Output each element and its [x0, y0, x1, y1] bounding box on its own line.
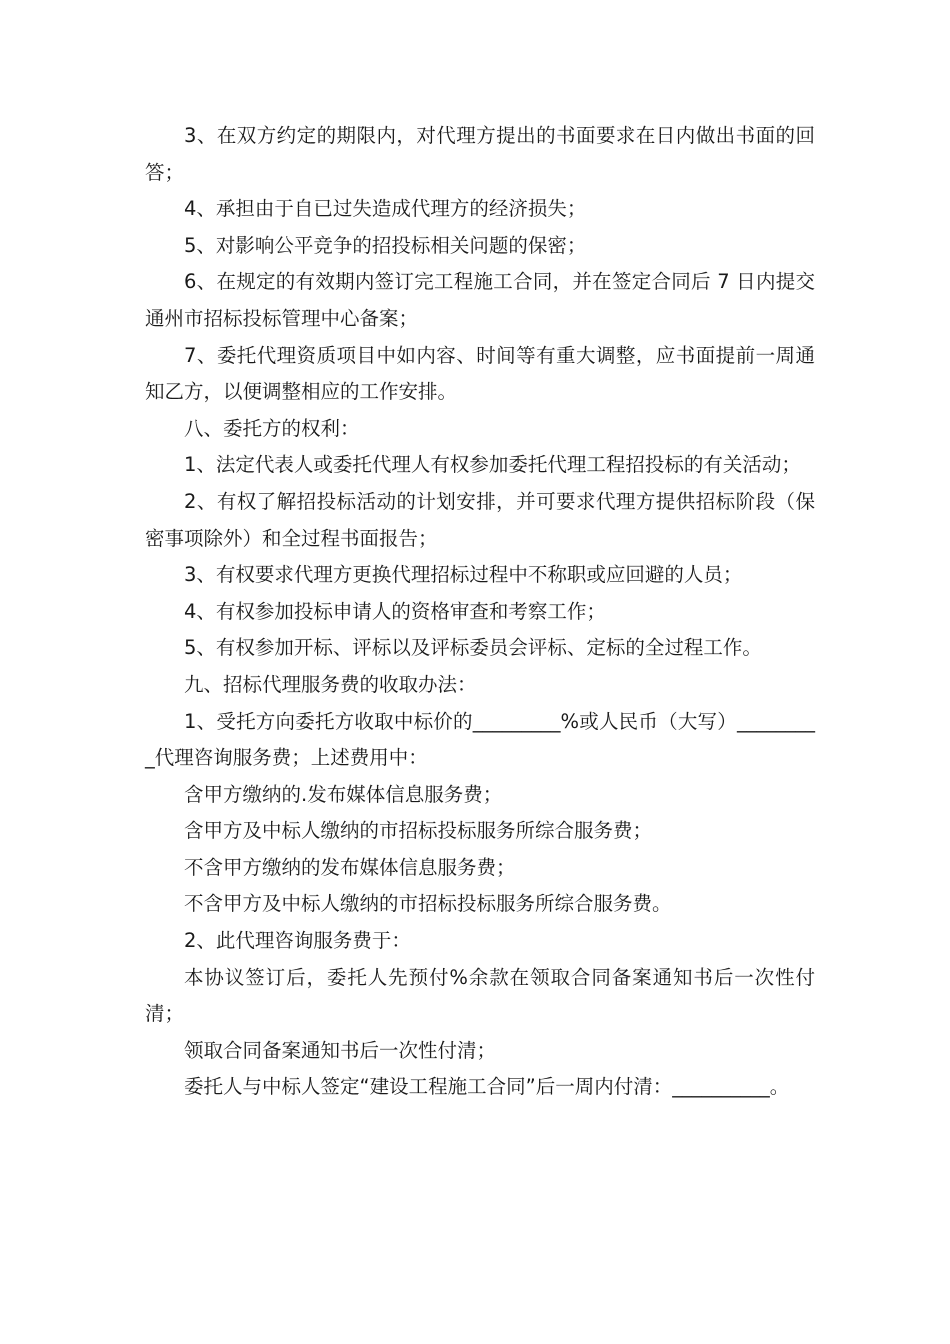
fee-1: 1、受托方向委托方收取中标价的_________%或人民币（大写）_________代理咨询服务费；上述费用中：	[145, 709, 815, 770]
payment-option-3: 委托人与中标人签定“建设工程施工合同”后一周内付清：__________。	[184, 1075, 790, 1099]
clause-5-confidential: 5、对影响公平竞争的招投标相关问题的保密；	[184, 233, 587, 257]
payment-option-1: 本协议签订后，委托人先预付%余款在领取合同备案通知书后一次性付清；	[145, 965, 815, 1026]
clause-3-reply: 3、在双方约定的期限内，对代理方提出的书面要求在日内做出书面的回答；	[145, 124, 815, 184]
clause-4-loss: 4、承担由于自已过失造成代理方的经济损失；	[184, 197, 587, 221]
right-2: 2、有权了解招投标活动的计划安排，并可要求代理方提供招标阶段（保密事项除外）和全过程书面报告；	[145, 489, 815, 550]
clause-7-adjustment: 7、委托代理资质项目中如内容、时间等有重大调整，应书面提前一周通知乙方，以便调整相应的工作安排。	[145, 343, 815, 404]
fee-option-3: 不含甲方缴纳的发布媒体信息服务费；	[184, 855, 516, 879]
clause-6-contract: 6、在规定的有效期内签订完工程施工合同，并在签定合同后 7 日内提交通州市招标投标管理中心备案；	[145, 270, 815, 330]
fee-option-1: 含甲方缴纳的.发布媒体信息服务费；	[184, 782, 503, 806]
section-9-heading: 九、招标代理服务费的收取办法：	[184, 672, 477, 696]
payment-option-2: 领取合同备案通知书后一次性付清；	[184, 1038, 497, 1062]
right-4: 4、有权参加投标申请人的资格审查和考察工作；	[184, 599, 606, 623]
right-3: 3、有权要求代理方更换代理招标过程中不称职或应回避的人员；	[184, 563, 743, 587]
fee-2: 2、此代理咨询服务费于：	[184, 929, 411, 953]
fee-option-4: 不含甲方及中标人缴纳的市招标投标服务所综合服务费。	[184, 892, 672, 916]
right-1: 1、法定代表人或委托代理人有权参加委托代理工程招投标的有关活动；	[184, 453, 801, 477]
section-8-heading: 八、委托方的权利：	[184, 416, 360, 440]
document-body	[145, 118, 815, 1106]
fee-option-2: 含甲方及中标人缴纳的市招标投标服务所综合服务费；	[184, 819, 653, 843]
right-5: 5、有权参加开标、评标以及评标委员会评标、定标的全过程工作。	[184, 636, 762, 660]
